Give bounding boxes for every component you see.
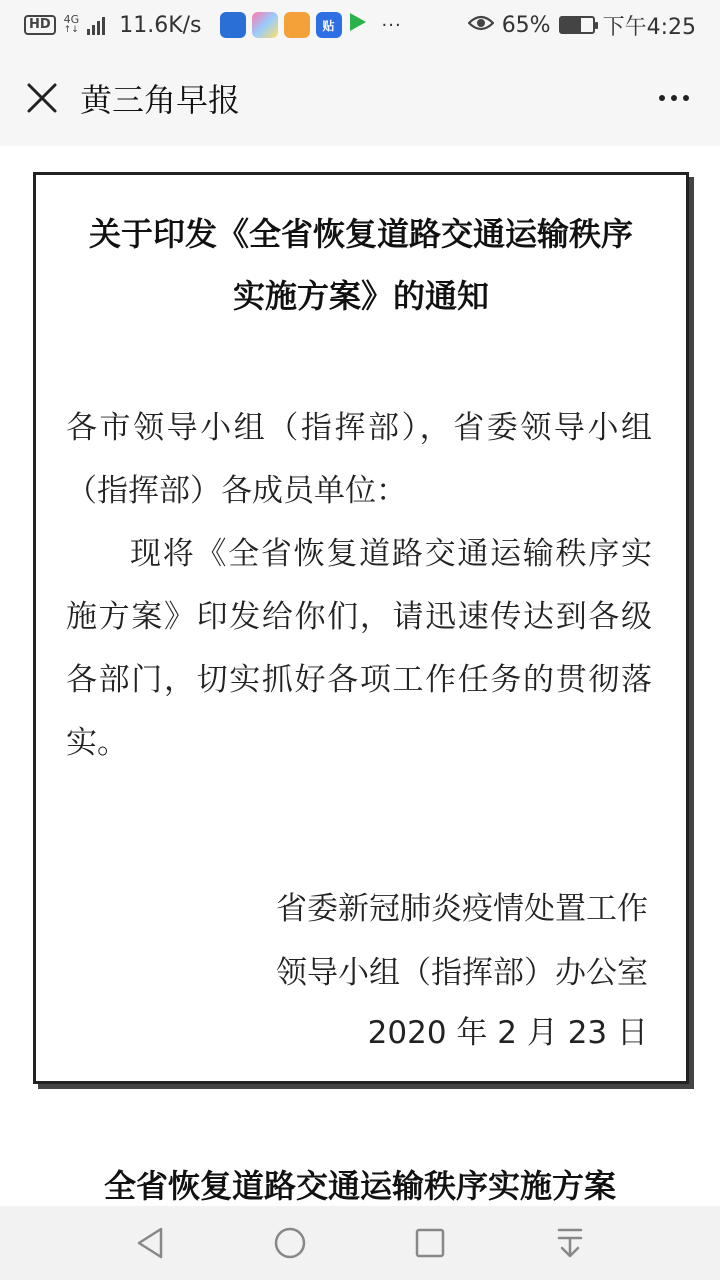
battery-icon bbox=[559, 16, 595, 34]
signal-icon bbox=[87, 15, 105, 35]
status-right bbox=[468, 10, 696, 41]
back-button[interactable] bbox=[126, 1219, 174, 1267]
close-button[interactable] bbox=[24, 80, 60, 116]
battery-fill bbox=[561, 18, 582, 32]
notification-apps bbox=[220, 11, 368, 39]
notice-paragraph: 现将《全省恢复道路交通运输秩序实施方案》印发给你们，请迅速传达到各级各部门，切实抓好各项工作任务的贯彻落实。 bbox=[66, 536, 652, 761]
more-notifications: ··· bbox=[381, 14, 402, 36]
weibo-app-icon bbox=[284, 12, 310, 38]
more-dot-icon bbox=[671, 95, 677, 101]
net-type-label: 4G bbox=[63, 13, 80, 26]
network-speed: 11.6K/s bbox=[119, 12, 202, 38]
notification-pulldown-button[interactable] bbox=[546, 1219, 594, 1267]
notification-pulldown-icon bbox=[555, 1226, 585, 1260]
hd-icon: HD bbox=[24, 15, 56, 35]
close-icon bbox=[26, 82, 58, 114]
battery-percent: 65% bbox=[501, 12, 551, 38]
more-options-button[interactable] bbox=[652, 80, 696, 116]
article-content[interactable] bbox=[0, 146, 720, 1206]
notice-date: 2020 年 2 月 23 日 bbox=[367, 1015, 648, 1051]
status-bar bbox=[0, 0, 720, 50]
section-heading: 全省恢复道路交通运输秩序实施方案 bbox=[103, 1167, 616, 1205]
notice-signature bbox=[276, 877, 648, 1005]
recents-icon bbox=[414, 1227, 446, 1259]
notice-image bbox=[33, 172, 689, 1084]
news-app-icon bbox=[220, 12, 246, 38]
system-nav-bar bbox=[0, 1206, 720, 1280]
tieba-app-icon: 贴 bbox=[316, 12, 342, 38]
title-bar bbox=[0, 50, 720, 146]
signature-line1: 省委新冠肺炎疫情处置工作 bbox=[276, 891, 648, 927]
more-dot-icon bbox=[659, 95, 665, 101]
notice-title bbox=[36, 203, 686, 327]
signature-line2: 领导小组（指挥部）办公室 bbox=[276, 955, 648, 991]
more-dot-icon bbox=[683, 95, 689, 101]
notice-title-line2: 实施方案》的通知 bbox=[232, 277, 489, 315]
home-button[interactable] bbox=[266, 1219, 314, 1267]
recents-button[interactable] bbox=[406, 1219, 454, 1267]
back-icon bbox=[135, 1226, 165, 1260]
clock: 下午4:25 bbox=[602, 14, 696, 40]
page-title: 黄三角早报 bbox=[80, 81, 241, 119]
network-type: 4G ↑↓ bbox=[63, 13, 80, 35]
gallery-app-icon bbox=[252, 12, 278, 38]
status-left bbox=[24, 11, 402, 39]
notice-title-line1: 关于印发《全省恢复道路交通运输秩序 bbox=[88, 215, 633, 253]
eye-icon bbox=[468, 13, 494, 38]
notice-salutation: 各市领导小组（指挥部），省委领导小组（指挥部）各成员单位： bbox=[66, 410, 652, 509]
home-icon bbox=[273, 1226, 307, 1260]
notice-body bbox=[66, 397, 652, 775]
video-app-icon bbox=[348, 11, 368, 39]
